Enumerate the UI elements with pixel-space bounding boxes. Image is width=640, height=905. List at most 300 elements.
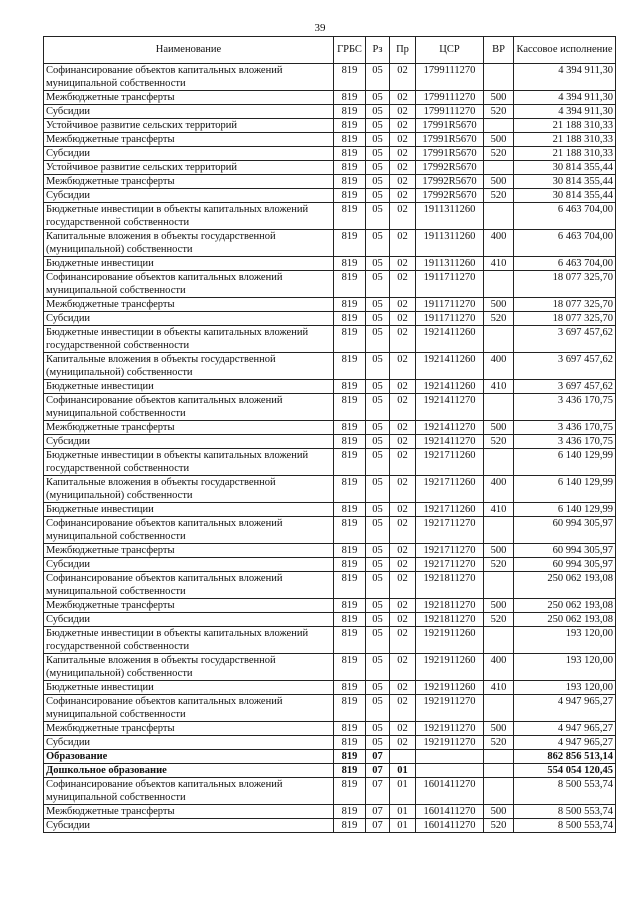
cell-rz: 05	[366, 572, 390, 599]
table-row	[44, 476, 616, 503]
table-row	[44, 517, 616, 544]
cell-name: Бюджетные инвестиции	[44, 681, 334, 695]
table-row	[44, 394, 616, 421]
cell-name: Субсидии	[44, 147, 334, 161]
cell-name: Софинансирование объектов капитальных вложений муниципальной собственности	[44, 778, 334, 805]
cell-grbs: 819	[334, 599, 366, 613]
cell-grbs: 819	[334, 435, 366, 449]
cell-csr: 1799111270	[416, 64, 484, 91]
cell-name: Субсидии	[44, 105, 334, 119]
table-header-row	[44, 37, 616, 64]
cell-pr: 02	[390, 736, 416, 750]
cell-grbs: 819	[334, 119, 366, 133]
header-rz: Рз	[366, 37, 390, 64]
cell-grbs: 819	[334, 203, 366, 230]
page-number: 39	[314, 22, 326, 34]
cell-grbs: 819	[334, 764, 366, 778]
cell-rz: 05	[366, 449, 390, 476]
cell-rz: 07	[366, 764, 390, 778]
cell-rz: 05	[366, 599, 390, 613]
cell-vr	[484, 695, 514, 722]
table-row	[44, 119, 616, 133]
cell-csr: 1921411270	[416, 435, 484, 449]
cell-pr: 02	[390, 517, 416, 544]
cell-amount: 4 947 965,27	[514, 695, 616, 722]
cell-csr: 1921411270	[416, 421, 484, 435]
cell-pr: 02	[390, 147, 416, 161]
cell-amount: 30 814 355,44	[514, 175, 616, 189]
cell-rz: 07	[366, 805, 390, 819]
table-row	[44, 312, 616, 326]
cell-amount: 30 814 355,44	[514, 161, 616, 175]
header-vr: ВР	[484, 37, 514, 64]
header-name: Наименование	[44, 37, 334, 64]
cell-pr: 02	[390, 133, 416, 147]
cell-vr	[484, 627, 514, 654]
cell-pr: 01	[390, 778, 416, 805]
cell-amount: 250 062 193,08	[514, 572, 616, 599]
table-row	[44, 91, 616, 105]
cell-grbs: 819	[334, 544, 366, 558]
cell-grbs: 819	[334, 189, 366, 203]
cell-pr: 02	[390, 544, 416, 558]
cell-vr	[484, 161, 514, 175]
cell-csr: 1921911270	[416, 695, 484, 722]
cell-csr: 17991R5670	[416, 119, 484, 133]
cell-grbs: 819	[334, 298, 366, 312]
table-row	[44, 572, 616, 599]
cell-amount: 193 120,00	[514, 681, 616, 695]
cell-amount: 3 697 457,62	[514, 326, 616, 353]
cell-amount: 8 500 553,74	[514, 819, 616, 833]
cell-name: Устойчивое развитие сельских территорий	[44, 119, 334, 133]
cell-name: Межбюджетные трансферты	[44, 599, 334, 613]
cell-pr: 02	[390, 654, 416, 681]
cell-rz: 05	[366, 203, 390, 230]
cell-csr: 1799111270	[416, 91, 484, 105]
cell-rz: 05	[366, 64, 390, 91]
table-row	[44, 271, 616, 298]
cell-vr	[484, 394, 514, 421]
cell-amount: 554 054 120,45	[514, 764, 616, 778]
cell-pr: 02	[390, 613, 416, 627]
cell-grbs: 819	[334, 627, 366, 654]
cell-vr: 520	[484, 312, 514, 326]
table-row	[44, 326, 616, 353]
header-csr: ЦСР	[416, 37, 484, 64]
cell-name: Субсидии	[44, 819, 334, 833]
cell-pr: 02	[390, 230, 416, 257]
cell-pr: 02	[390, 681, 416, 695]
cell-amount: 8 500 553,74	[514, 805, 616, 819]
cell-csr: 1921711260	[416, 476, 484, 503]
cell-amount: 18 077 325,70	[514, 271, 616, 298]
table-row	[44, 558, 616, 572]
cell-name: Субсидии	[44, 312, 334, 326]
table-row	[44, 819, 616, 833]
cell-pr: 02	[390, 627, 416, 654]
table-row	[44, 353, 616, 380]
cell-vr	[484, 326, 514, 353]
cell-rz: 05	[366, 91, 390, 105]
cell-vr	[484, 449, 514, 476]
cell-grbs: 819	[334, 517, 366, 544]
cell-csr: 17991R5670	[416, 147, 484, 161]
table-body	[44, 64, 616, 833]
cell-name: Бюджетные инвестиции в объекты капитальных вложений государственной собственности	[44, 203, 334, 230]
table-row	[44, 105, 616, 119]
table-row	[44, 681, 616, 695]
cell-amount: 250 062 193,08	[514, 613, 616, 627]
cell-grbs: 819	[334, 230, 366, 257]
cell-grbs: 819	[334, 805, 366, 819]
cell-vr: 500	[484, 133, 514, 147]
cell-rz: 05	[366, 298, 390, 312]
cell-rz: 05	[366, 326, 390, 353]
cell-vr: 410	[484, 503, 514, 517]
cell-grbs: 819	[334, 778, 366, 805]
cell-csr: 1921711270	[416, 544, 484, 558]
cell-pr: 02	[390, 599, 416, 613]
cell-name: Дошкольное образование	[44, 764, 334, 778]
cell-vr: 500	[484, 421, 514, 435]
cell-pr: 02	[390, 421, 416, 435]
cell-amount: 60 994 305,97	[514, 544, 616, 558]
cell-rz: 05	[366, 133, 390, 147]
cell-grbs: 819	[334, 161, 366, 175]
cell-name: Образование	[44, 750, 334, 764]
cell-name: Бюджетные инвестиции	[44, 503, 334, 517]
table-row	[44, 298, 616, 312]
cell-vr: 410	[484, 257, 514, 271]
cell-vr: 520	[484, 558, 514, 572]
table-row	[44, 654, 616, 681]
cell-name: Бюджетные инвестиции	[44, 380, 334, 394]
cell-amount: 6 463 704,00	[514, 230, 616, 257]
cell-vr	[484, 64, 514, 91]
table-row	[44, 435, 616, 449]
cell-vr	[484, 764, 514, 778]
table-row	[44, 161, 616, 175]
cell-csr: 1799111270	[416, 105, 484, 119]
cell-vr: 500	[484, 91, 514, 105]
cell-rz: 05	[366, 654, 390, 681]
cell-grbs: 819	[334, 503, 366, 517]
table-row	[44, 147, 616, 161]
cell-name: Межбюджетные трансферты	[44, 133, 334, 147]
cell-name: Бюджетные инвестиции в объекты капитальных вложений государственной собственности	[44, 627, 334, 654]
cell-amount: 21 188 310,33	[514, 119, 616, 133]
cell-amount: 21 188 310,33	[514, 133, 616, 147]
cell-pr: 02	[390, 64, 416, 91]
cell-name: Бюджетные инвестиции	[44, 257, 334, 271]
table-row	[44, 599, 616, 613]
cell-amount: 4 394 911,30	[514, 105, 616, 119]
cell-vr	[484, 572, 514, 599]
cell-rz: 05	[366, 189, 390, 203]
cell-amount: 4 947 965,27	[514, 736, 616, 750]
cell-grbs: 819	[334, 147, 366, 161]
cell-amount: 3 697 457,62	[514, 380, 616, 394]
cell-vr: 500	[484, 298, 514, 312]
cell-name: Софинансирование объектов капитальных вложений муниципальной собственности	[44, 517, 334, 544]
cell-grbs: 819	[334, 326, 366, 353]
cell-pr: 02	[390, 449, 416, 476]
cell-csr: 1911711270	[416, 298, 484, 312]
cell-vr: 410	[484, 681, 514, 695]
cell-rz: 05	[366, 681, 390, 695]
cell-pr: 02	[390, 175, 416, 189]
cell-pr: 02	[390, 271, 416, 298]
cell-csr: 1911311260	[416, 203, 484, 230]
cell-rz: 05	[366, 435, 390, 449]
cell-rz: 05	[366, 695, 390, 722]
cell-amount: 193 120,00	[514, 627, 616, 654]
cell-pr: 02	[390, 558, 416, 572]
cell-vr: 400	[484, 230, 514, 257]
cell-pr: 02	[390, 105, 416, 119]
cell-amount: 18 077 325,70	[514, 312, 616, 326]
cell-grbs: 819	[334, 380, 366, 394]
cell-grbs: 819	[334, 613, 366, 627]
cell-amount: 21 188 310,33	[514, 147, 616, 161]
cell-csr: 1911311260	[416, 230, 484, 257]
cell-name: Бюджетные инвестиции в объекты капитальных вложений государственной собственности	[44, 449, 334, 476]
cell-pr: 02	[390, 312, 416, 326]
header-amount: Кассовое исполнение	[514, 37, 616, 64]
cell-name: Межбюджетные трансферты	[44, 722, 334, 736]
cell-pr: 02	[390, 326, 416, 353]
table-row	[44, 544, 616, 558]
cell-csr: 1601411270	[416, 778, 484, 805]
cell-csr: 1921911260	[416, 654, 484, 681]
cell-grbs: 819	[334, 695, 366, 722]
cell-grbs: 819	[334, 750, 366, 764]
cell-amount: 4 394 911,30	[514, 91, 616, 105]
cell-csr: 17992R5670	[416, 161, 484, 175]
cell-vr: 500	[484, 805, 514, 819]
cell-grbs: 819	[334, 421, 366, 435]
cell-name: Субсидии	[44, 189, 334, 203]
cell-csr: 1921811270	[416, 613, 484, 627]
cell-pr: 01	[390, 805, 416, 819]
table-row	[44, 503, 616, 517]
table-row	[44, 380, 616, 394]
cell-grbs: 819	[334, 819, 366, 833]
table-row	[44, 722, 616, 736]
cell-name: Софинансирование объектов капитальных вложений муниципальной собственности	[44, 271, 334, 298]
cell-csr: 1921711270	[416, 558, 484, 572]
table-row	[44, 627, 616, 654]
cell-amount: 862 856 513,14	[514, 750, 616, 764]
cell-rz: 05	[366, 736, 390, 750]
cell-pr: 02	[390, 503, 416, 517]
cell-rz: 05	[366, 613, 390, 627]
cell-csr: 1921911270	[416, 722, 484, 736]
cell-csr: 1921911260	[416, 627, 484, 654]
cell-name: Межбюджетные трансферты	[44, 91, 334, 105]
cell-amount: 6 140 129,99	[514, 476, 616, 503]
cell-vr	[484, 271, 514, 298]
cell-csr	[416, 764, 484, 778]
cell-vr	[484, 119, 514, 133]
cell-vr: 400	[484, 654, 514, 681]
cell-csr: 1911711270	[416, 312, 484, 326]
cell-amount: 250 062 193,08	[514, 599, 616, 613]
cell-vr: 520	[484, 736, 514, 750]
cell-pr: 02	[390, 91, 416, 105]
cell-rz: 07	[366, 819, 390, 833]
cell-csr: 1921711270	[416, 517, 484, 544]
cell-name: Субсидии	[44, 558, 334, 572]
cell-csr: 1921811270	[416, 572, 484, 599]
cell-rz: 05	[366, 119, 390, 133]
cell-grbs: 819	[334, 353, 366, 380]
cell-rz: 05	[366, 230, 390, 257]
cell-csr: 1921411260	[416, 380, 484, 394]
cell-csr: 1911311260	[416, 257, 484, 271]
table-row	[44, 203, 616, 230]
cell-vr	[484, 203, 514, 230]
cell-amount: 4 394 911,30	[514, 64, 616, 91]
table-row	[44, 64, 616, 91]
cell-amount: 193 120,00	[514, 654, 616, 681]
cell-amount: 18 077 325,70	[514, 298, 616, 312]
cell-csr: 1921411260	[416, 326, 484, 353]
cell-amount: 60 994 305,97	[514, 517, 616, 544]
table-row	[44, 189, 616, 203]
cell-rz: 05	[366, 722, 390, 736]
cell-rz: 05	[366, 503, 390, 517]
cell-amount: 6 140 129,99	[514, 449, 616, 476]
cell-grbs: 819	[334, 558, 366, 572]
cell-vr	[484, 517, 514, 544]
table-row	[44, 257, 616, 271]
cell-vr	[484, 750, 514, 764]
cell-name: Межбюджетные трансферты	[44, 544, 334, 558]
cell-grbs: 819	[334, 476, 366, 503]
table-row	[44, 133, 616, 147]
cell-vr: 500	[484, 599, 514, 613]
cell-name: Устойчивое развитие сельских территорий	[44, 161, 334, 175]
cell-amount: 30 814 355,44	[514, 189, 616, 203]
cell-name: Софинансирование объектов капитальных вложений муниципальной собственности	[44, 64, 334, 91]
cell-vr: 520	[484, 819, 514, 833]
cell-grbs: 819	[334, 681, 366, 695]
cell-pr	[390, 750, 416, 764]
cell-amount: 4 947 965,27	[514, 722, 616, 736]
cell-pr: 02	[390, 380, 416, 394]
cell-csr: 1921911260	[416, 681, 484, 695]
cell-name: Субсидии	[44, 736, 334, 750]
table-row	[44, 764, 616, 778]
cell-pr: 02	[390, 257, 416, 271]
cell-amount: 3 697 457,62	[514, 353, 616, 380]
cell-vr: 520	[484, 105, 514, 119]
cell-pr: 02	[390, 394, 416, 421]
cell-pr: 02	[390, 189, 416, 203]
cell-vr: 400	[484, 353, 514, 380]
cell-pr: 01	[390, 819, 416, 833]
cell-amount: 6 140 129,99	[514, 503, 616, 517]
cell-amount: 3 436 170,75	[514, 435, 616, 449]
cell-csr: 17992R5670	[416, 189, 484, 203]
cell-grbs: 819	[334, 394, 366, 421]
cell-name: Субсидии	[44, 435, 334, 449]
cell-amount: 6 463 704,00	[514, 257, 616, 271]
cell-csr: 1911711270	[416, 271, 484, 298]
cell-name: Межбюджетные трансферты	[44, 175, 334, 189]
cell-vr: 520	[484, 613, 514, 627]
cell-rz: 05	[366, 312, 390, 326]
table-row	[44, 805, 616, 819]
cell-rz: 07	[366, 750, 390, 764]
cell-amount: 3 436 170,75	[514, 421, 616, 435]
cell-vr	[484, 778, 514, 805]
cell-rz: 05	[366, 271, 390, 298]
cell-pr: 01	[390, 764, 416, 778]
cell-vr: 500	[484, 722, 514, 736]
cell-grbs: 819	[334, 91, 366, 105]
cell-name: Софинансирование объектов капитальных вложений муниципальной собственности	[44, 695, 334, 722]
cell-rz: 05	[366, 394, 390, 421]
cell-vr: 520	[484, 435, 514, 449]
cell-rz: 05	[366, 476, 390, 503]
cell-grbs: 819	[334, 449, 366, 476]
cell-pr: 02	[390, 203, 416, 230]
cell-csr: 1921711260	[416, 449, 484, 476]
cell-csr: 1921711260	[416, 503, 484, 517]
table-row	[44, 750, 616, 764]
cell-csr: 1921411260	[416, 353, 484, 380]
cell-name: Субсидии	[44, 613, 334, 627]
cell-grbs: 819	[334, 654, 366, 681]
cell-rz: 05	[366, 517, 390, 544]
cell-name: Бюджетные инвестиции в объекты капитальных вложений государственной собственности	[44, 326, 334, 353]
cell-pr: 02	[390, 695, 416, 722]
cell-csr: 17992R5670	[416, 175, 484, 189]
table-row	[44, 736, 616, 750]
cell-csr: 1921911270	[416, 736, 484, 750]
table-row	[44, 778, 616, 805]
cell-name: Межбюджетные трансферты	[44, 298, 334, 312]
cell-grbs: 819	[334, 105, 366, 119]
cell-csr	[416, 750, 484, 764]
cell-csr: 1921411270	[416, 394, 484, 421]
cell-rz: 05	[366, 175, 390, 189]
table-row	[44, 421, 616, 435]
cell-pr: 02	[390, 435, 416, 449]
cell-grbs: 819	[334, 722, 366, 736]
table-row	[44, 175, 616, 189]
cell-name: Софинансирование объектов капитальных вложений муниципальной собственности	[44, 394, 334, 421]
cell-name: Межбюджетные трансферты	[44, 421, 334, 435]
cell-rz: 05	[366, 105, 390, 119]
cell-name: Капитальные вложения в объекты государственной (муниципальной) собственности	[44, 476, 334, 503]
cell-rz: 05	[366, 161, 390, 175]
cell-rz: 05	[366, 558, 390, 572]
cell-csr: 17991R5670	[416, 133, 484, 147]
cell-grbs: 819	[334, 736, 366, 750]
cell-rz: 05	[366, 421, 390, 435]
cell-rz: 05	[366, 147, 390, 161]
cell-pr: 02	[390, 119, 416, 133]
cell-vr: 410	[484, 380, 514, 394]
table-row	[44, 449, 616, 476]
table-row	[44, 695, 616, 722]
cell-grbs: 819	[334, 572, 366, 599]
cell-vr: 520	[484, 189, 514, 203]
